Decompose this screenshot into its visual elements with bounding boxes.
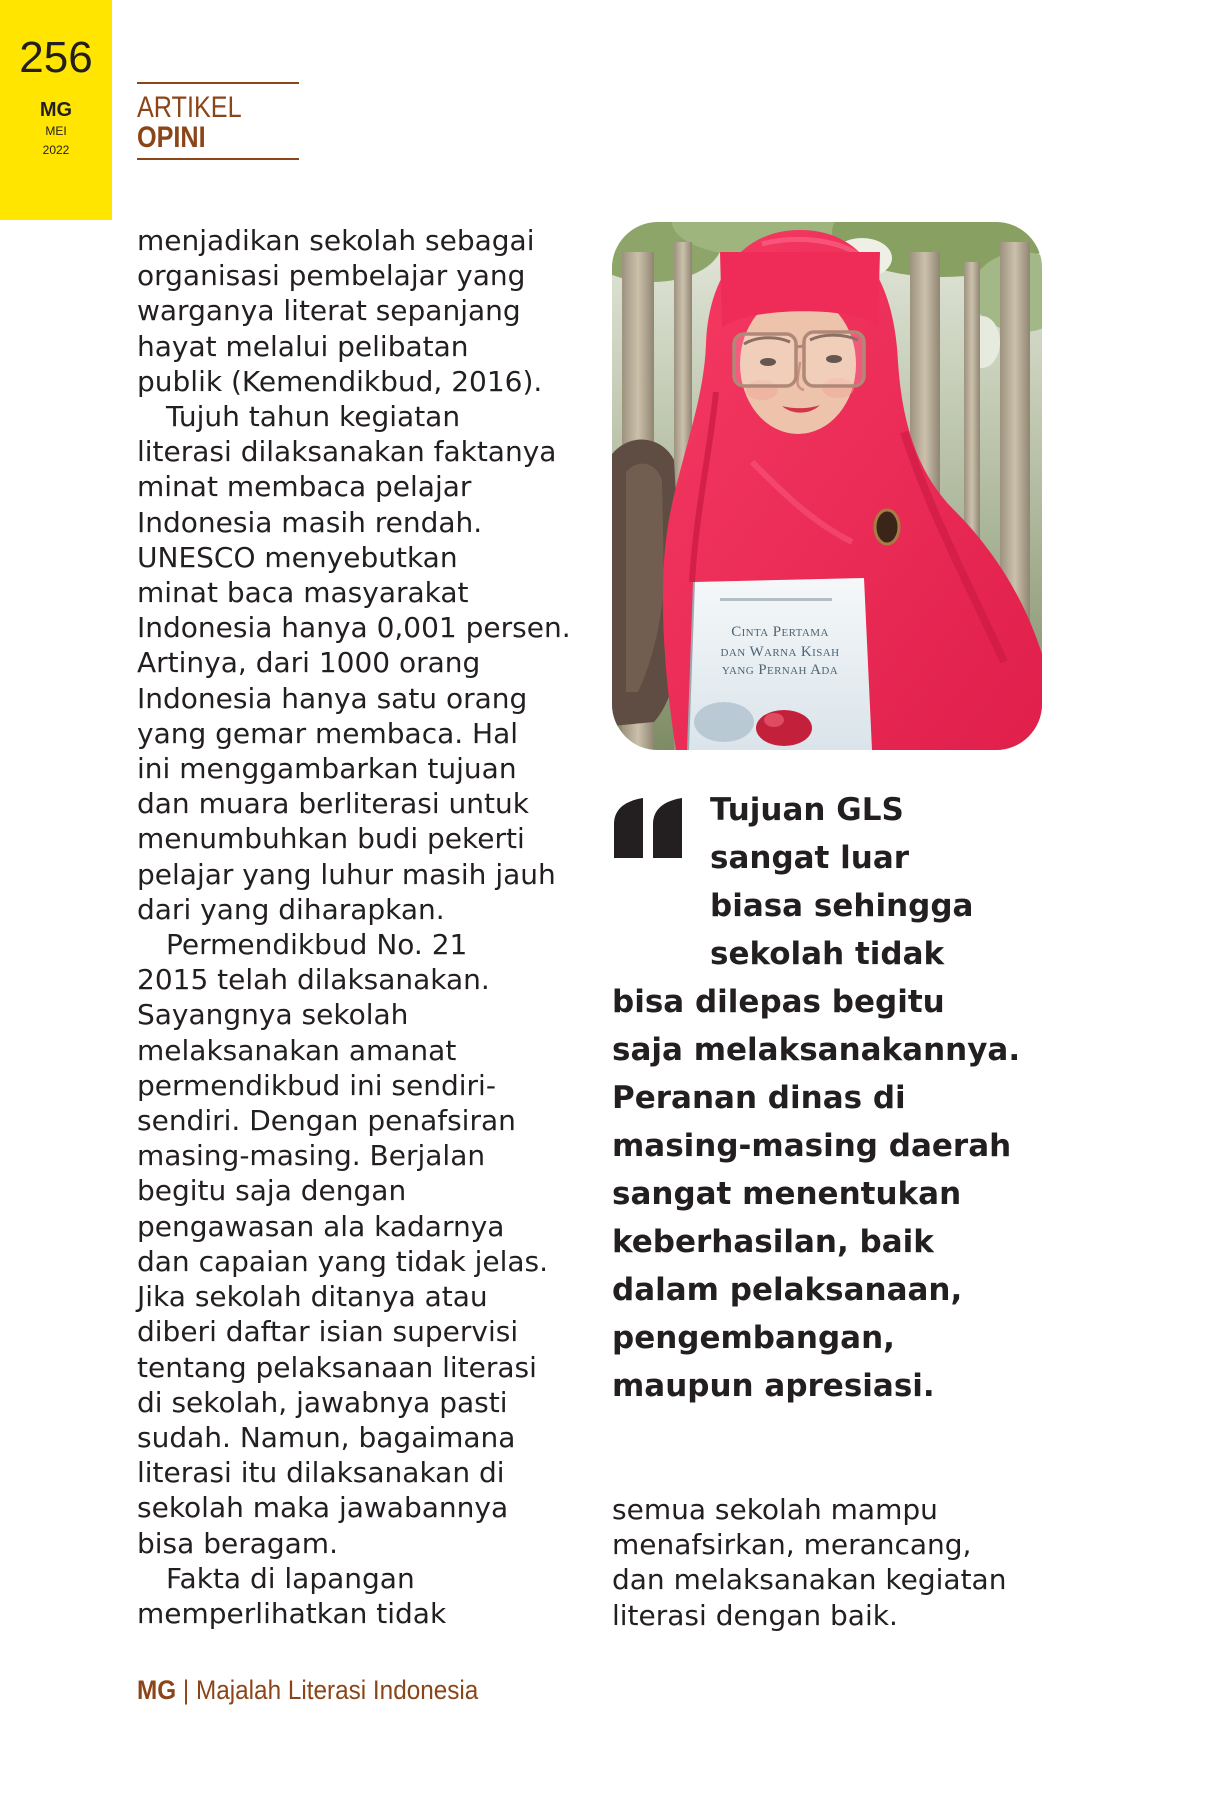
body-line: melaksanakan amanat <box>137 1033 457 1067</box>
body-paragraph <box>137 399 571 927</box>
book-title-line: Cinta Pertama <box>731 624 829 640</box>
body-line: semua sekolah mampu <box>612 1493 938 1526</box>
pull-quote-line: keberhasilan, baik <box>612 1224 934 1260</box>
glasses-lens-left <box>734 334 796 386</box>
book-cover-blur <box>694 702 754 742</box>
pull-quote-line: pengembangan, <box>612 1320 895 1356</box>
pull-quote-line: masing-masing daerah <box>612 1128 1012 1164</box>
footer-separator: | <box>182 1675 190 1705</box>
glasses-bridge <box>796 346 804 347</box>
body-line: Jika sekolah ditanya atau <box>137 1280 488 1314</box>
body-line: sendiri. Dengan penafsiran <box>137 1104 516 1138</box>
section-subtitle: OPINI <box>137 121 206 154</box>
body-column-right <box>612 1492 1006 1633</box>
pull-quote-line: biasa sehingga <box>710 888 974 924</box>
book-title-line: yang Pernah Ada <box>721 662 839 678</box>
body-paragraph <box>137 1561 571 1631</box>
body-line: literasi dilaksanakan faktanya <box>137 435 557 469</box>
issue-month: MEI <box>45 124 67 138</box>
body-line: bisa beragam. <box>137 1526 338 1560</box>
folio-block <box>0 0 112 220</box>
body-line: diberi daftar isian supervisi <box>137 1315 519 1349</box>
pull-quote-line: maupun apresiasi. <box>612 1368 935 1404</box>
body-paragraph <box>137 927 571 1561</box>
body-line: Fakta di lapangan <box>166 1561 415 1595</box>
pull-quote-line: Peranan dinas di <box>612 1080 906 1116</box>
body-paragraph <box>137 223 571 399</box>
pull-quote-line: dalam pelaksanaan, <box>612 1272 963 1308</box>
book-author-line <box>720 598 832 601</box>
section-label <box>137 82 299 160</box>
body-line: dan capaian yang tidak jelas. <box>137 1244 549 1278</box>
book-cover-rose <box>756 710 812 746</box>
body-line: Indonesia hanya satu orang <box>137 681 528 715</box>
body-line: Artinya, dari 1000 orang <box>137 646 481 680</box>
body-line: UNESCO menyebutkan <box>137 540 458 574</box>
issue-brand: MG <box>39 99 73 121</box>
body-line: minat membaca pelajar <box>137 470 472 504</box>
page-footer <box>137 1674 478 1706</box>
body-line: menafsirkan, merancang, <box>612 1528 972 1562</box>
body-line: organisasi pembelajar yang <box>137 259 526 293</box>
issue-year: 2022 <box>42 143 70 157</box>
body-line: begitu saja dengan <box>137 1174 407 1208</box>
body-line: sekolah maka jawabannya <box>137 1491 509 1525</box>
body-line: Tujuh tahun kegiatan <box>166 400 461 434</box>
body-line: literasi itu dilaksanakan di <box>137 1456 505 1490</box>
body-line: warganya literat sepanjang <box>137 294 521 328</box>
pull-quote-line: sangat luar <box>710 840 910 876</box>
body-line: publik (Kemendikbud, 2016). <box>137 364 543 398</box>
footer-title: Majalah Literasi Indonesia <box>195 1675 479 1705</box>
body-line: pelajar yang luhur masih jauh <box>137 857 556 891</box>
book <box>688 578 872 750</box>
author-photo-illustration <box>612 222 1042 750</box>
body-line: yang gemar membaca. Hal <box>137 716 519 750</box>
pull-quote <box>612 786 1020 1410</box>
body-line: ini menggambarkan tujuan <box>137 752 517 786</box>
body-line: dan muara berliterasi untuk <box>137 787 529 821</box>
body-line: di sekolah, jawabnya pasti <box>137 1385 508 1419</box>
pull-quote-line: sekolah tidak <box>710 936 945 972</box>
body-line: literasi dengan baik. <box>612 1598 898 1632</box>
glasses-lens-right <box>804 332 864 386</box>
body-line: masing-masing. Berjalan <box>137 1139 486 1173</box>
footer-brand: MG <box>137 1675 177 1705</box>
body-line: hayat melalui pelibatan <box>137 329 469 363</box>
body-line: Indonesia hanya 0,001 persen. <box>137 611 571 645</box>
body-line: pengawasan ala kadarnya <box>137 1209 505 1243</box>
body-line: Permendikbud No. 21 <box>166 928 468 962</box>
page-number: 256 <box>19 33 93 82</box>
section-title: ARTIKEL <box>137 91 242 124</box>
body-line: minat baca masyarakat <box>137 576 469 610</box>
pull-quote-line: saja melaksanakannya. <box>612 1032 1021 1068</box>
body-line: permendikbud ini sendiri- <box>137 1068 496 1102</box>
pull-quote-line: Tujuan GLS <box>710 792 904 828</box>
body-line: tentang pelaksanaan literasi <box>137 1350 537 1384</box>
pull-quote-line: bisa dilepas begitu <box>612 984 945 1020</box>
body-line: menumbuhkan budi pekerti <box>137 822 525 856</box>
body-line: menjadikan sekolah sebagai <box>137 224 535 257</box>
body-line: dari yang diharapkan. <box>137 892 445 926</box>
brooch <box>875 510 899 544</box>
body-line: memperlihatkan tidak <box>137 1596 447 1630</box>
body-line: dan melaksanakan kegiatan <box>612 1563 1007 1597</box>
body-line: 2015 telah dilaksanakan. <box>137 963 490 997</box>
body-column-left <box>137 223 571 1631</box>
author-photo <box>612 222 1042 750</box>
body-line: sudah. Namun, bagaimana <box>137 1420 516 1454</box>
body-line: Sayangnya sekolah <box>137 998 409 1032</box>
book-cover-rose-highlight <box>764 713 784 727</box>
book-title-line: dan Warna Kisah <box>720 644 840 660</box>
body-line: Indonesia masih rendah. <box>137 505 483 539</box>
pull-quote-line: sangat menentukan <box>612 1176 962 1212</box>
